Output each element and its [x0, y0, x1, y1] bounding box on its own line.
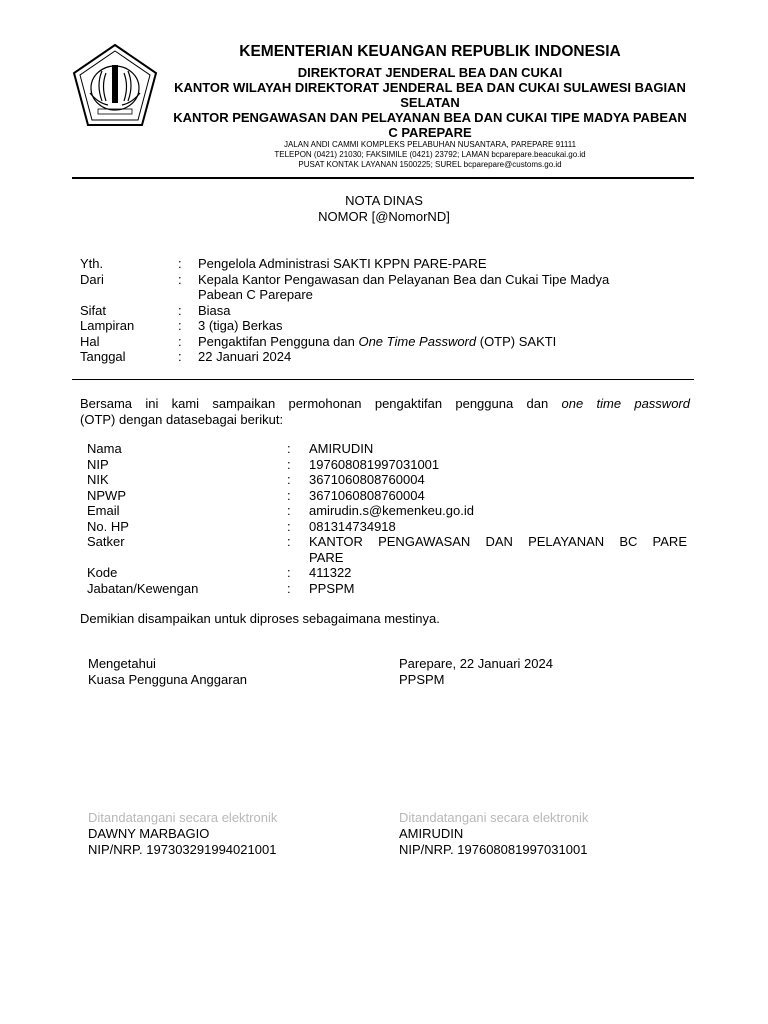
subject-text-end: (OTP) SAKTI	[476, 333, 557, 349]
left-signer-nip: NIP/NRP. 197303291994021001	[88, 842, 277, 857]
right-signer-nip: NIP/NRP. 197608081997031001	[399, 842, 588, 857]
closing-paragraph: Demikian disampaikan untuk diproses sebagaimana mestinya.	[80, 611, 440, 626]
detail-label: Jabatan/Kewengan	[87, 580, 199, 596]
intro-italic-text: one time password	[561, 396, 690, 411]
detail-value: PPSPM	[309, 580, 355, 596]
field-colon: :	[178, 318, 182, 333]
letterhead-divider	[72, 177, 694, 179]
detail-row-email	[87, 503, 687, 519]
applicant-details	[87, 441, 687, 596]
acknowledged-label: Mengetahui	[88, 656, 156, 671]
office-heading: KANTOR PENGAWASAN DAN PELAYANAN BEA DAN CUKAI TIPE MADYA PABEAN C PAREPARE	[173, 110, 687, 140]
field-label: Dari	[80, 271, 104, 287]
detail-colon: :	[287, 441, 291, 456]
ministry-heading: KEMENTERIAN KEUANGAN REPUBLIK INDONESIA	[239, 43, 621, 60]
subject-text: Pengaktifan Pengguna dan	[198, 333, 359, 349]
detail-row-npwp	[87, 488, 687, 504]
field-value	[198, 334, 680, 350]
field-attachment	[80, 318, 680, 334]
detail-row-name	[87, 441, 687, 457]
header-divider	[72, 379, 694, 380]
field-recipient	[80, 256, 680, 272]
field-colon: :	[178, 302, 182, 318]
intro-line	[80, 396, 690, 412]
memo-number: NOMOR [@NomorND]	[318, 209, 450, 224]
left-signer-role: Kuasa Pengguna Anggaran	[88, 672, 248, 687]
detail-row-code	[87, 565, 687, 581]
ministry-of-finance-emblem-icon	[72, 43, 158, 129]
field-label: Sifat	[80, 302, 107, 318]
detail-label: No. HP	[87, 518, 129, 534]
contact-center-line: PUSAT KONTAK LAYANAN 1500225; SUREL bcparepare@customs.go.id	[298, 160, 562, 169]
office-address	[170, 140, 690, 170]
detail-colon: :	[287, 472, 291, 487]
intro-text: Bersama ini kami sampaikan permohonan pengaktifan pengguna dan	[80, 396, 562, 411]
directorate-heading: DIREKTORAT JENDERAL BEA DAN CUKAI	[297, 65, 563, 80]
field-value-line: Pabean C Parepare	[198, 287, 313, 302]
detail-value: 3671060808760004	[309, 487, 425, 503]
left-signature-block	[88, 810, 277, 858]
left-signer-name: DAWNY MARBAGIO	[88, 826, 210, 841]
field-value: 3 (tiga) Berkas	[198, 318, 283, 333]
field-value	[198, 272, 680, 303]
field-colon: :	[178, 256, 182, 271]
detail-colon: :	[287, 534, 291, 549]
detail-label: NPWP	[87, 487, 126, 503]
address-line: JALAN ANDI CAMMI KOMPLEKS PELABUHAN NUSANTARA, PAREPARE 91111	[283, 140, 577, 149]
detail-value: AMIRUDIN	[309, 441, 374, 456]
right-signature-block	[399, 810, 588, 858]
memo-title: NOTA DINAS	[345, 193, 423, 208]
right-signature-heading	[399, 656, 553, 688]
left-signature-heading	[88, 656, 247, 688]
detail-value: 411322	[309, 565, 352, 580]
detail-value	[309, 534, 687, 565]
detail-colon: :	[287, 580, 291, 596]
detail-label: Satker	[87, 534, 125, 549]
field-colon: :	[178, 333, 182, 349]
detail-label: NIK	[87, 472, 109, 487]
detail-row-nik	[87, 472, 687, 488]
detail-colon: :	[287, 518, 291, 534]
detail-value: 081314734918	[309, 518, 396, 534]
right-signer-name: AMIRUDIN	[399, 826, 464, 841]
detail-colon: :	[287, 503, 291, 518]
detail-value-line: KANTOR PENGAWASAN DAN PELAYANAN BC PARE	[309, 534, 687, 549]
field-sender	[80, 272, 680, 303]
detail-row-phone	[87, 519, 687, 535]
electronic-signature-note: Ditandatangani secara elektronik	[88, 810, 278, 825]
detail-colon: :	[287, 456, 291, 472]
detail-value: amirudin.s@kemenkeu.go.id	[309, 503, 474, 518]
detail-colon: :	[287, 565, 291, 580]
contact-line: TELEPON (0421) 21030; FAKSIMILE (0421) 23792; LAMAN bcparepare.beacukai.go.id	[274, 150, 586, 159]
memo-header-fields	[80, 256, 680, 365]
field-value: Biasa	[198, 302, 231, 318]
right-signer-role: PPSPM	[399, 672, 445, 687]
field-colon: :	[178, 349, 182, 364]
detail-label: Nama	[87, 441, 122, 456]
detail-value: 3671060808760004	[309, 472, 425, 487]
field-value: 22 Januari 2024	[198, 349, 292, 364]
subject-italic-text: One Time Password	[358, 333, 477, 349]
detail-label: Email	[87, 503, 120, 518]
field-colon: :	[178, 271, 182, 287]
detail-colon: :	[287, 487, 291, 503]
detail-row-satker	[87, 534, 687, 565]
field-value-line: Kepala Kantor Pengawasan dan Pelayanan Bea dan Cukai Tipe Madya	[198, 271, 610, 287]
detail-row-position	[87, 581, 687, 597]
regional-office-heading: KANTOR WILAYAH DIREKTORAT JENDERAL BEA DAN CUKAI SULAWESI BAGIAN SELATAN	[174, 80, 686, 110]
field-label: Yth.	[80, 256, 104, 271]
intro-paragraph	[80, 396, 690, 428]
detail-row-nip	[87, 457, 687, 473]
place-date: Parepare, 22 Januari 2024	[399, 656, 553, 671]
field-subject	[80, 334, 680, 350]
field-label: Lampiran	[80, 318, 135, 333]
field-value: Pengelola Administrasi SAKTI KPPN PARE-PARE	[198, 256, 487, 271]
field-date	[80, 349, 680, 365]
detail-value: 197608081997031001	[309, 456, 440, 472]
detail-label: Kode	[87, 565, 118, 580]
detail-value-line: PARE	[309, 549, 344, 565]
field-label: Hal	[80, 333, 100, 349]
field-nature	[80, 303, 680, 319]
field-label: Tanggal	[80, 349, 126, 364]
intro-line: (OTP) dengan datasebagai berikut:	[80, 412, 284, 427]
electronic-signature-note: Ditandatangani secara elektronik	[399, 810, 589, 825]
detail-label: NIP	[87, 456, 109, 472]
